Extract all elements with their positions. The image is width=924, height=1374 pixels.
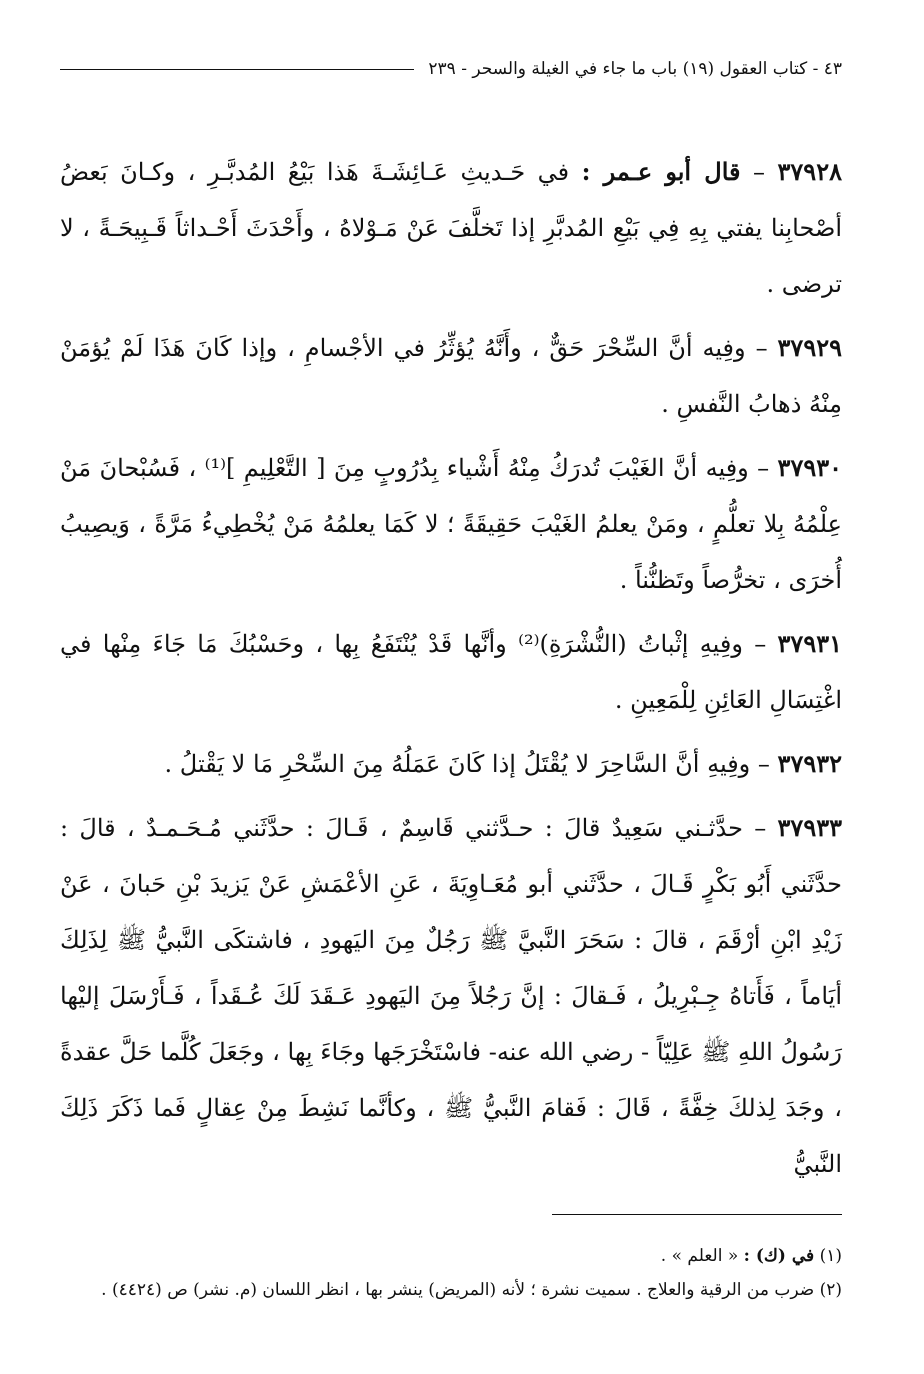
- paragraph-number: ٣٧٩٣١: [777, 629, 842, 658]
- footnote-rule: [552, 1214, 842, 1215]
- paragraph-number: ٣٧٩٣٢: [777, 749, 842, 778]
- main-text: [60, 144, 842, 1192]
- footnote-text: « العلم » .: [660, 1246, 739, 1266]
- footnote-marker: (١): [819, 1246, 842, 1266]
- paragraph-number: ٣٧٩٢٩: [777, 333, 842, 362]
- paragraph-number: ٣٧٩٢٨: [777, 157, 842, 186]
- footnote-1: [60, 1239, 842, 1273]
- footnote-marker: (٢): [819, 1280, 842, 1300]
- paragraph-text: وفِيهِ أنَّ السَّاحِرَ لا يُقْتَلُ إذا كَانَ عَمَلُهُ مِنَ السِّحْرِ مَا لا يَقْتلُ .: [164, 750, 751, 778]
- paragraph-number: ٣٧٩٣٠: [777, 453, 842, 482]
- paragraph-text: حدَّثـني سَعِيدٌ قالَ : حـدَّثني قَاسِمٌ ، قَـالَ : حدَّثَني مُـحَـمـدٌ ، قالَ : حدَّثَني أَبُو بَكْرٍ قَـالَ ، حدَّثَني أبو مُعَـاوِيَةَ ، عَنِ الأعْمَشِ عَنْ يَزيدَ بْنِ حَبانَ ، عَنْ زَيْدِ ابْنِ أرْقَمَ ، قالَ : سَحَرَ النَّبيَّ ﷺ رَجُلٌ مِنَ اليَهودِ ، فاشتكَى النَّبيُّ ﷺ لِذَلِكَ أيَاماً ، فَأَتاهُ جِـبْرِيلُ ، فَـقالَ : إنَّ رَجُلاً مِنَ اليَهودِ عَـقَدَ لَكَ عُـقَداً ، فَـأَرْسَلَ إليْها رَسُولُ اللهِ ﷺ عَلِيّاً - رضي الله عنه- فاسْتَخْرَجَها وجَاءَ بِها ، وجَعَلَ كُلَّما حَلَّ عقدةً ، وجَدَ لِذلكَ خِفَّةً ، قَالَ : فَقامَ النَّبيُّ ﷺ ، وكأنَّما نَشِطَ مِنْ عِقالٍ فَما ذَكَرَ ذَلِكَ النَّبيُّ: [60, 814, 842, 1178]
- paragraph-37928: [60, 144, 842, 312]
- paragraph-text: في حَـديثِ عَـائِشَـةَ هَذا بَيْعُ المُدبَّـرِ ، وكـانَ بَعضُ أصْحابِنا يفتي بِهِ فِي بَيْعِ المُدبَّرِ إذا تَخلَّفَ عَنْ مَـوْلاهُ ، وأَحْدَثَ أَحْـداثاً قَـبِيحَـةً ، لا ترضى .: [60, 158, 842, 298]
- footnote-text: ضرب من الرقية والعلاج . سميت نشرة ؛ لأنه (المريض) ينشر بها ، انظر اللسان (م. نشر) ص (٤٤٢٤) .: [101, 1280, 815, 1300]
- paragraph-text: وفِيه أنَّ الغَيْبَ تُدرَكُ مِنْهُ أَشْياء بِدُرُوبٍ مِنَ [ التَّعْلِيمِ ]⁽¹⁾ ، فَسُبْحانَ مَنْ عِلْمُهُ بِلا تعلُّمٍ ، ومَنْ يعلمُ الغَيْبَ حَقِيقَةً ؛ لا كَمَا يعلمُهُ مَنْ يُخْطِيءُ مَرَّةً ، وَيصِيبُ أُخرَى ، تخرُّصاً وتَظنُّناً .: [60, 454, 842, 594]
- paragraph-text: وفِيهِ إثْباتُ (النُّشْرَةِ)⁽²⁾ وأنَّها قَدْ يُنْتَفَعُ بِها ، وحَسْبُكَ مَا جَاءَ مِنْها في اغْتِسَالِ العَائِنِ لِلْمَعِينِ .: [60, 630, 842, 714]
- paragraph-37932: [60, 736, 842, 792]
- footnotes: [60, 1239, 842, 1307]
- header-rule: [60, 69, 414, 70]
- footnote-separator: [60, 1202, 842, 1215]
- running-header: [60, 52, 842, 86]
- paragraph-37931: [60, 616, 842, 728]
- header-title: ٤٣ - كتاب العقول (١٩) باب ما جاء في الغيلة والسحر - ٢٣٩: [428, 59, 842, 79]
- dash: –: [745, 334, 768, 362]
- paragraph-speaker: قال أبو عـمر :: [581, 157, 741, 186]
- footnote-source: في (ك) :: [743, 1246, 815, 1266]
- dash: –: [742, 630, 767, 658]
- dash: –: [742, 814, 767, 842]
- dash: –: [750, 750, 770, 778]
- paragraph-37933: [60, 800, 842, 1192]
- dash: –: [748, 454, 770, 482]
- paragraph-text: وفِيه أنَّ السِّحْرَ حَقٌّ ، وأَنَّهُ يُؤثِّرُ في الأجْسامِ ، وإذا كَانَ هَذَا لَمْ يُؤمَنْ مِنْهُ ذهابُ النَّفسِ .: [60, 334, 842, 418]
- paragraph-37930: [60, 440, 842, 608]
- paragraph-37929: [60, 320, 842, 432]
- dash: –: [740, 158, 766, 186]
- footnote-2: [60, 1273, 842, 1307]
- paragraph-number: ٣٧٩٣٣: [777, 813, 842, 842]
